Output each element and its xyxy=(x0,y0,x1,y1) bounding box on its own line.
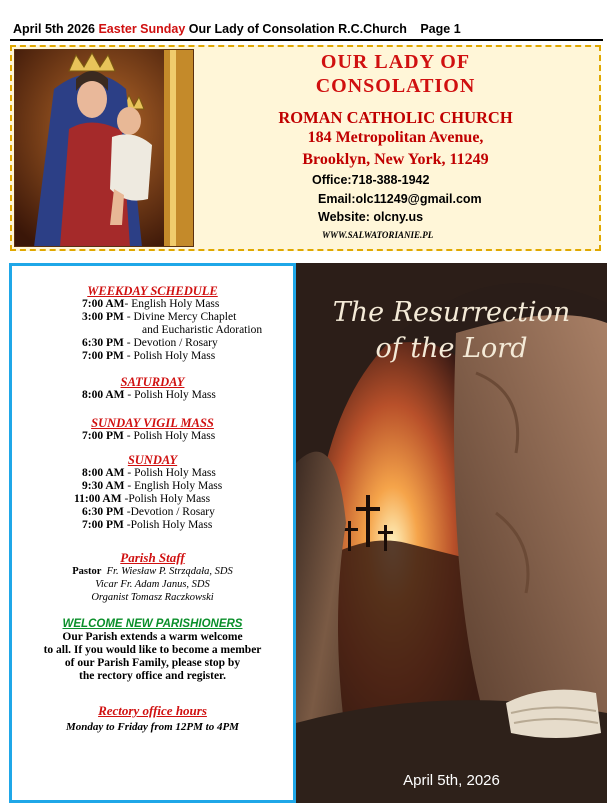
schedule-description: Devotion / Rosary xyxy=(130,506,215,518)
schedule-separator: - xyxy=(124,389,135,401)
schedule-separator: - xyxy=(124,480,135,492)
mass-schedule-panel xyxy=(9,263,296,803)
bulletin-parish: Our Lady of Consolation R.C.Church xyxy=(188,22,407,36)
sunday-heading: SUNDAY xyxy=(127,453,178,467)
bulletin-occasion: Easter Sunday xyxy=(98,22,186,36)
schedule-row xyxy=(82,337,218,349)
schedule-separator: - xyxy=(121,493,129,505)
schedule-time: 6:30 PM xyxy=(82,506,124,518)
schedule-separator: - xyxy=(123,506,131,518)
schedule-row xyxy=(82,519,212,531)
parish-website: Website: olcny.us xyxy=(318,210,424,224)
resurrection-date: April 5th, 2026 xyxy=(403,772,500,789)
resurrection-title-line2: of the Lord xyxy=(375,333,528,364)
organist-line: Organist Tomasz Raczkowski xyxy=(91,592,214,603)
parish-email: Email:olc11249@gmail.com xyxy=(318,192,482,206)
schedule-row xyxy=(82,467,216,479)
schedule-description: English Holy Mass xyxy=(134,480,223,492)
vigil-heading: SUNDAY VIGIL MASS xyxy=(91,416,214,430)
welcome-text xyxy=(12,631,293,683)
schedule-description: Polish Holy Mass xyxy=(134,467,216,479)
schedule-separator: - xyxy=(124,467,135,479)
parish-contact-block xyxy=(192,47,599,249)
welcome-heading: WELCOME NEW PARISHIONERS xyxy=(62,618,243,630)
welcome-line: the rectory office and register. xyxy=(78,670,226,682)
bulletin-date: April 5th 2026 xyxy=(13,22,95,36)
schedule-description: Polish Holy Mass xyxy=(133,350,216,362)
header-divider xyxy=(10,39,603,41)
resurrection-image xyxy=(296,263,607,803)
parish-office-phone: Office:718-388-1942 xyxy=(312,173,430,187)
schedule-separator: - xyxy=(124,298,132,310)
schedule-row xyxy=(82,350,215,362)
schedule-description: Devotion / Rosary xyxy=(133,337,218,349)
schedule-row xyxy=(82,311,236,323)
schedule-description: Polish Holy Mass xyxy=(133,430,216,442)
parish-subtitle: ROMAN CATHOLIC CHURCH xyxy=(278,108,513,127)
schedule-time: 9:30 AM xyxy=(82,480,125,492)
schedule-description: Polish Holy Mass xyxy=(130,519,213,531)
rectory-hours: Monday to Friday from 12PM to 4PM xyxy=(66,721,239,733)
pastor-role: Pastor xyxy=(72,566,102,577)
schedule-time: 7:00 AM xyxy=(82,298,125,310)
pastor-name: Fr. Wiesław P. Strządała, SDS xyxy=(106,566,233,577)
schedule-row xyxy=(82,389,216,401)
schedule-time: 11:00 AM xyxy=(74,493,122,505)
weekday-heading: WEEKDAY SCHEDULE xyxy=(87,284,218,298)
schedule-time: 3:00 PM xyxy=(82,311,124,323)
schedule-description: Polish Holy Mass xyxy=(128,493,211,505)
welcome-line: to all. If you would like to become a member xyxy=(43,644,262,656)
schedule-time: 6:30 PM xyxy=(82,337,124,349)
welcome-line: of our Parish Family, please stop by xyxy=(64,657,241,669)
parish-name-line2: CONSOLATION xyxy=(315,75,476,97)
schedule-row xyxy=(82,298,219,310)
schedule-separator: - xyxy=(123,337,134,349)
resurrection-title-line1: The Resurrection xyxy=(332,297,571,328)
staff-heading: Parish Staff xyxy=(120,550,185,565)
madonna-image xyxy=(14,49,194,247)
schedule-row xyxy=(142,324,262,336)
schedule-time: 7:00 PM xyxy=(82,519,124,531)
parish-name-line1: OUR LADY OF xyxy=(320,51,471,73)
schedule-separator: - xyxy=(123,519,131,531)
schedule-description: Divine Mercy Chaplet xyxy=(133,311,237,323)
rectory-heading: Rectory office hours xyxy=(98,703,207,718)
schedule-description: English Holy Mass xyxy=(131,298,220,310)
schedule-separator: - xyxy=(123,350,134,362)
vicar-line: Vicar Fr. Adam Janus, SDS xyxy=(95,579,210,590)
schedule-time: 8:00 AM xyxy=(82,467,125,479)
pastor-line xyxy=(12,566,293,577)
salvatorians-website: WWW.SALWATORIANIE.PL xyxy=(322,230,434,240)
bulletin-page: Page 1 xyxy=(420,22,461,36)
schedule-separator: - xyxy=(123,311,134,323)
schedule-time: 7:00 PM xyxy=(82,430,124,442)
parish-address-1: 184 Metropolitan Avenue, xyxy=(307,129,484,146)
schedule-description: and Eucharistic Adoration xyxy=(142,324,263,336)
welcome-line: Our Parish extends a warm welcome xyxy=(62,631,243,643)
schedule-row xyxy=(82,480,222,492)
schedule-time: 7:00 PM xyxy=(82,350,124,362)
schedule-row xyxy=(74,493,210,505)
schedule-time: 8:00 AM xyxy=(82,389,125,401)
schedule-row xyxy=(82,506,215,518)
saturday-heading: SATURDAY xyxy=(120,375,185,389)
schedule-description: Polish Holy Mass xyxy=(134,389,216,401)
parish-header xyxy=(10,45,601,251)
bulletin-header-line xyxy=(13,22,461,36)
schedule-row xyxy=(82,430,215,442)
schedule-separator: - xyxy=(123,430,134,442)
parish-address-2: Brooklyn, New York, 11249 xyxy=(302,151,489,168)
